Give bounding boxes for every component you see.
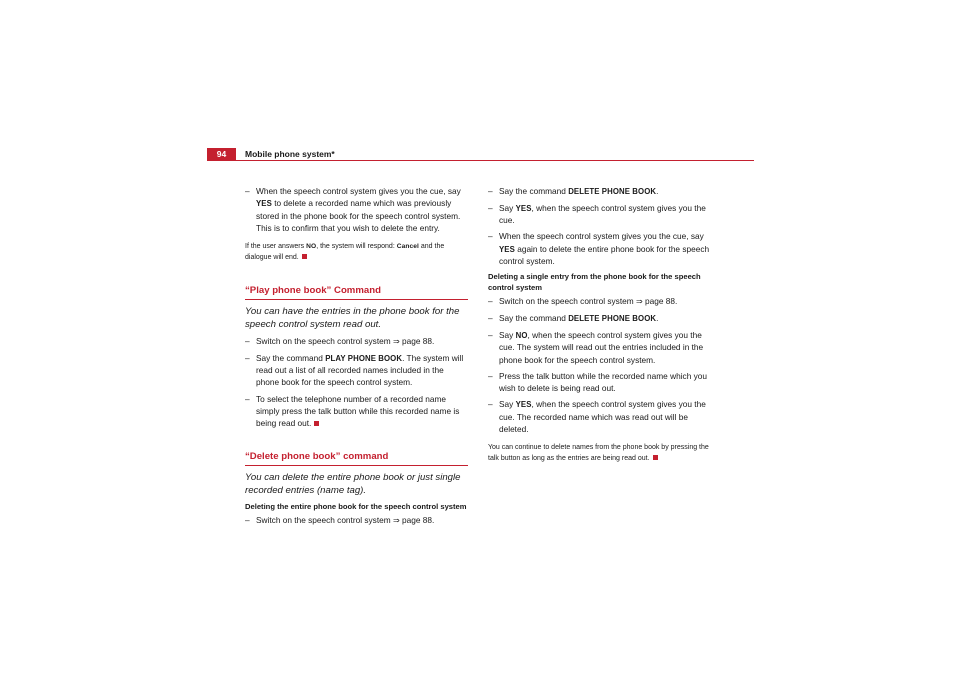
voice-command: PLAY PHONE BOOK	[325, 353, 403, 363]
step-text: Say the command	[256, 352, 326, 363]
voice-command: DELETE PHONE BOOK	[568, 314, 657, 324]
step-text: Switch on the speech control system	[256, 335, 393, 346]
note-paragraph	[488, 443, 711, 464]
step-text: .	[656, 313, 659, 324]
bullet-dash: –	[488, 399, 493, 410]
step-text: .	[656, 186, 659, 196]
page-header-title: Mobile phone system*	[245, 149, 335, 159]
page-reference-arrow: ⇒	[635, 297, 643, 307]
section-subtitle: You can delete the entire phone book or just single recorded entries (name tag).	[245, 471, 461, 496]
bullet-dash: –	[488, 296, 493, 307]
instruction-step	[488, 370, 711, 395]
note-text: You can continue to delete names from the phone book by pressing the talk button as long as the entries are being read out.	[488, 444, 709, 462]
instruction-step	[488, 230, 711, 267]
bullet-dash: –	[488, 370, 493, 381]
step-text: When the speech control system gives you the cue, say	[256, 186, 461, 196]
instruction-step	[245, 352, 468, 389]
note-text: If the user answers	[245, 243, 307, 251]
page-reference-arrow: ⇒	[392, 336, 400, 346]
bullet-dash: –	[488, 202, 493, 213]
step-text: , when the speech control system gives you the cue. The recorded name which was read out will be deleted.	[499, 399, 706, 435]
section-title-play-phone-book: “Play phone book” Command	[245, 285, 468, 300]
voice-command: NO	[515, 330, 528, 340]
bullet-dash: –	[245, 393, 250, 404]
instruction-step	[488, 295, 711, 308]
page-reference: page 88.	[399, 514, 435, 525]
left-column	[245, 185, 468, 531]
step-text: again to delete the entire phone book for the speech control system.	[499, 243, 710, 267]
bullet-dash: –	[245, 514, 250, 525]
right-column	[488, 185, 711, 470]
step-text: , when the speech control system gives you the cue. The system will read out the entries included in the phone book for the speech control system.	[499, 329, 704, 365]
page-reference-arrow: ⇒	[392, 515, 400, 525]
instruction-step	[245, 514, 468, 527]
header-divider	[207, 160, 754, 161]
step-text: Say the command	[499, 186, 569, 196]
step-text: , when the speech control system gives you the cue.	[499, 202, 706, 226]
page-reference: page 88.	[399, 335, 435, 346]
bullet-dash: –	[245, 186, 250, 196]
voice-command: YES	[256, 199, 272, 209]
subheading: Deleting a single entry from the phone book for the speech control system	[488, 272, 701, 293]
step-text: When the speech control system gives you the cue, say	[499, 231, 704, 242]
voice-command: NO	[306, 243, 317, 251]
step-text: to delete a recorded name which was previously stored in the phone book for the speech control system. This is to confirm that you wish to delete the entry.	[256, 198, 461, 234]
bullet-dash: –	[488, 231, 493, 242]
voice-command: DELETE PHONE BOOK	[568, 187, 657, 196]
page-number: 94	[207, 148, 236, 160]
section-subtitle: You can have the entries in the phone book for the speech control system read out.	[245, 305, 460, 330]
note-text: , the system will respond:	[316, 243, 397, 251]
instruction-step	[245, 393, 468, 430]
instruction-step	[245, 335, 468, 348]
note-text: and the dialogue will end.	[245, 243, 445, 261]
bullet-dash: –	[488, 186, 493, 196]
step-text: Switch on the speech control system	[256, 514, 393, 525]
bullet-dash: –	[488, 313, 493, 324]
bullet-dash: –	[245, 352, 250, 363]
step-text: . The system will read out a list of all recorded names included in the phone book for the speech control system.	[256, 352, 464, 388]
instruction-step	[488, 329, 711, 366]
subheading: Deleting the entire phone book for the speech control system	[245, 501, 467, 511]
voice-command: YES	[515, 400, 532, 410]
instruction-step	[488, 312, 711, 325]
step-text: Say the command	[499, 313, 569, 324]
instruction-step	[488, 398, 711, 435]
step-text: Say	[499, 399, 516, 410]
section-title-delete-phone-book: “Delete phone book” command	[245, 451, 468, 466]
step-text: To select the telephone number of a recorded name simply press the talk button while this recorded name is being read out.	[256, 393, 460, 429]
bullet-dash: –	[245, 335, 250, 346]
instruction-step	[488, 185, 711, 198]
page-reference: page 88.	[642, 296, 678, 307]
voice-command: YES	[515, 203, 532, 213]
end-of-section-marker	[302, 254, 307, 259]
voice-command: Cancel	[396, 243, 419, 251]
voice-command: YES	[499, 244, 515, 254]
instruction-step	[488, 202, 711, 227]
end-of-section-marker	[314, 421, 319, 426]
step-text: Say	[499, 202, 516, 213]
bullet-dash: –	[488, 329, 493, 340]
step-text: Switch on the speech control system	[499, 296, 636, 307]
end-of-section-marker	[653, 455, 658, 460]
step-text: Say	[499, 329, 516, 340]
step-text: Press the talk button while the recorded name which you wish to delete is being read out.	[499, 370, 707, 394]
instruction-step	[245, 185, 468, 234]
note-paragraph	[245, 242, 468, 263]
